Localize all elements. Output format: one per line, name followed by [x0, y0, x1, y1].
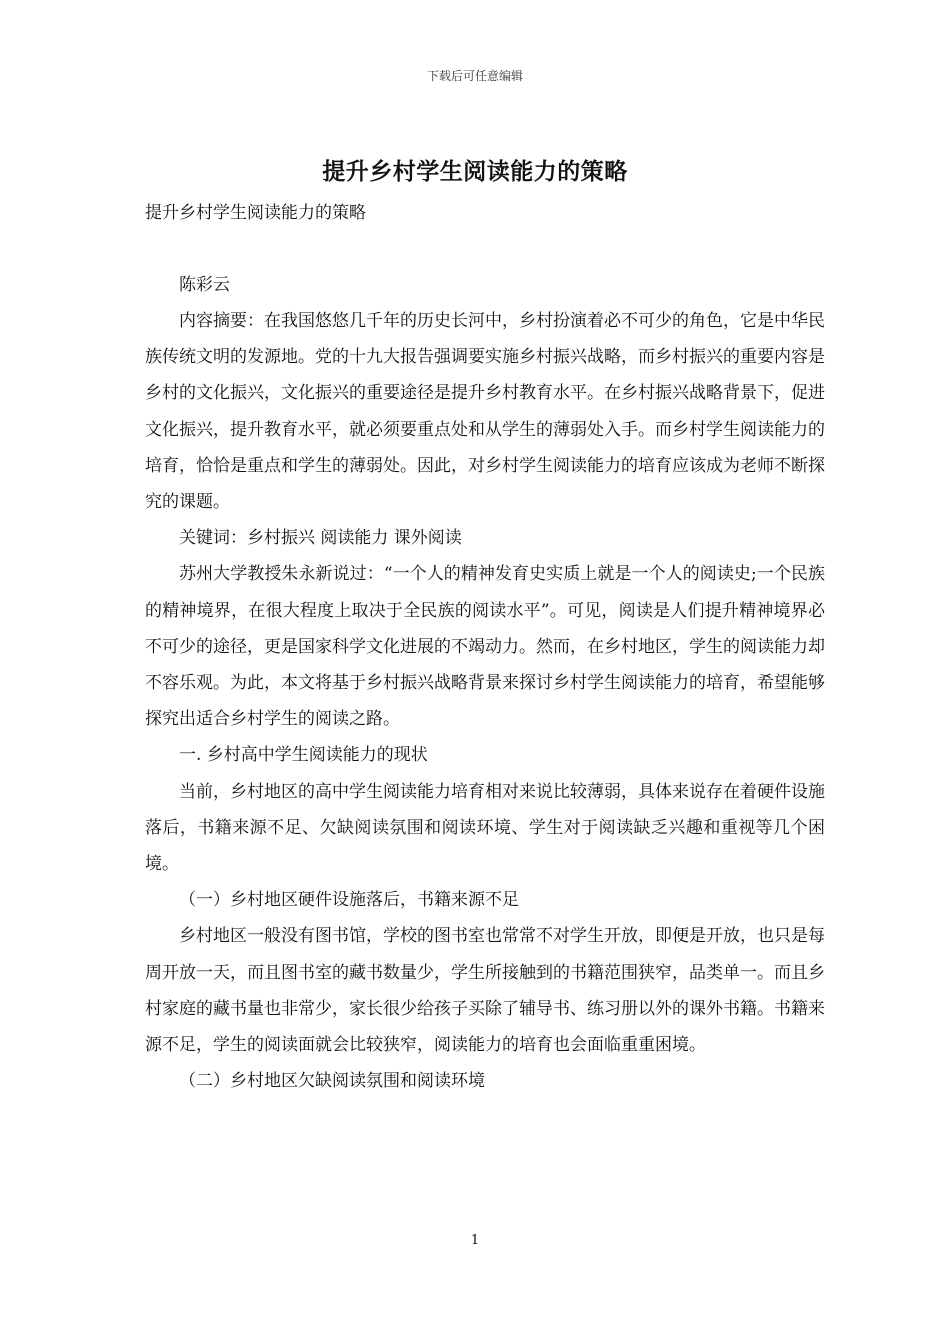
intro-paragraph: 苏州大学教授朱永新说过：“一个人的精神发育史实质上就是一个人的阅读史;一个民族的精神境界，在很大程度上取决于全民族的阅读水平”。可见，阅读是人们提升精神境界必不可少的途径，更是国家科学文化进展的不竭动力。然而，在乡村地区，学生的阅读能力却不容乐观。为此，本文将基于乡村振兴战略背景来探讨乡村学生阅读能力的培育，希望能够探究出适合乡村学生的阅读之路。	[145, 564, 825, 730]
subsection-heading-1: （一）乡村地区硬件设施落后，书籍来源不足	[179, 890, 519, 911]
page-number: 1	[470, 1233, 480, 1248]
blank-line	[145, 230, 825, 268]
subsection-1-paragraph: 乡村地区一般没有图书馆，学校的图书室也常常不对学生开放，即便是开放，也只是每周开放一天，而且图书室的藏书数量少，学生所接触到的书籍范围狭窄，品类单一。而且乡村家庭的藏书量也非常少，家长很少给孩子买除了辅导书、练习册以外的课外书籍。书籍来源不足，学生的阅读面就会比较狭窄，阅读能力的培育也会面临重重困境。	[145, 926, 825, 1056]
section-1-paragraph: 当前，乡村地区的高中学生阅读能力培育相对来说比较薄弱，具体来说存在着硬件设施落后，书籍来源不足、欠缺阅读氛围和阅读环境、学生对于阅读缺乏兴趣和重视等几个困境。	[145, 781, 825, 875]
document-subtitle: 提升乡村学生阅读能力的策略	[145, 203, 366, 223]
header-note: 下载后可任意编辑	[426, 69, 523, 83]
keywords-paragraph: 关键词：乡村振兴 阅读能力 课外阅读	[179, 528, 462, 549]
document-title: 提升乡村学生阅读能力的策略	[322, 158, 628, 185]
abstract-paragraph: 内容摘要：在我国悠悠几千年的历史长河中，乡村扮演着必不可少的角色，它是中华民族传统文明的发源地。党的十九大报告强调要实施乡村振兴战略，而乡村振兴的重要内容是乡村的文化振兴，文化振兴的重要途径是提升乡村教育水平。在乡村振兴战略背景下，促进文化振兴，提升教育水平，就必须要重点处和从学生的薄弱处入手。而乡村学生阅读能力的培育，恰恰是重点和学生的薄弱处。因此，对乡村学生阅读能力的培育应该成为老师不断探究的课题。	[145, 311, 825, 513]
author-name: 陈彩云	[179, 275, 230, 295]
section-heading-1: 一. 乡村高中学生阅读能力的现状	[179, 745, 428, 766]
document-body	[145, 196, 825, 1099]
subsection-heading-2: （二）乡村地区欠缺阅读氛围和阅读环境	[179, 1071, 485, 1092]
